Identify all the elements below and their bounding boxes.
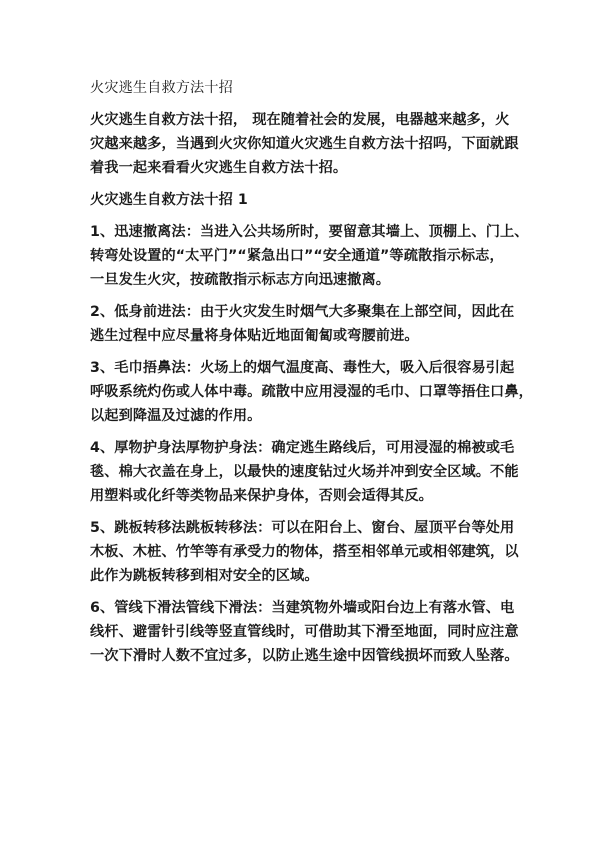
method-item-1 [90,220,529,292]
intro-line: 灾越来越多，当遇到火灾你知道火灾逃生自救方法十招吗，下面就跟 [90,136,519,152]
intro-paragraph [90,108,519,180]
method-line: 线杆、避雷针引线等竖直管线时，可借助其下滑至地面，同时应注意 [90,624,519,640]
document-title: 火灾逃生自救方法十招 [90,80,233,96]
method-item-3 [90,356,533,428]
method-line: 逃生过程中应尽量将身体贴近地面匍匐或弯腰前进。 [90,328,419,344]
method-line: 4、厚物护身法厚物护身法：确定逃生路线后，可用浸湿的棉被或毛 [90,440,515,456]
intro-line: 着我一起来看看火灾逃生自救方法十招。 [90,160,348,176]
method-line: 以起到降温及过滤的作用。 [90,408,262,424]
method-item-5 [90,516,519,588]
method-line: 木板、木桩、竹竿等有承受力的物体，搭至相邻单元或相邻建筑，以 [90,544,519,560]
method-item-4 [90,436,519,508]
method-line: 6、管线下滑法管线下滑法：当建筑物外墙或阳台边上有落水管、电 [90,600,515,616]
method-line: 2、低身前进法：由于火灾发生时烟气大多聚集在上部空间，因此在 [90,304,515,320]
method-line: 呼吸系统灼伤或人体中毒。疏散中应用浸湿的毛巾、口罩等捂住口鼻， [90,384,533,400]
method-line: 一次下滑时人数不宜过多，以防止逃生途中因管线损坏而致人坠落。 [90,648,519,664]
method-line: 此作为跳板转移到相对安全的区域。 [90,568,319,584]
method-line: 转弯处设置的“太平门”“紧急出口”“安全通道”等疏散指示标志， [90,248,504,264]
section-heading: 火灾逃生自救方法十招 1 [90,192,248,208]
method-item-6 [90,596,519,668]
method-line: 1、迅速撤离法：当进入公共场所时，要留意其墙上、顶棚上、门上、 [90,224,529,240]
intro-line: 火灾逃生自救方法十招， 现在随着社会的发展，电器越来越多，火 [90,112,510,128]
method-line: 3、毛巾捂鼻法：火场上的烟气温度高、毒性大，吸入后很容易引起 [90,360,515,376]
method-line: 5、跳板转移法跳板转移法：可以在阳台上、窗台、屋顶平台等处用 [90,520,515,536]
method-line: 用塑料或化纤等类物品来保护身体，否则会适得其反。 [90,488,433,504]
method-line: 毯、棉大衣盖在身上，以最快的速度钻过火场并冲到安全区域。不能 [90,464,519,480]
document-body [90,76,533,676]
method-item-2 [90,300,516,348]
method-line: 一旦发生火灾，按疏散指示标志方向迅速撤离。 [90,272,391,288]
